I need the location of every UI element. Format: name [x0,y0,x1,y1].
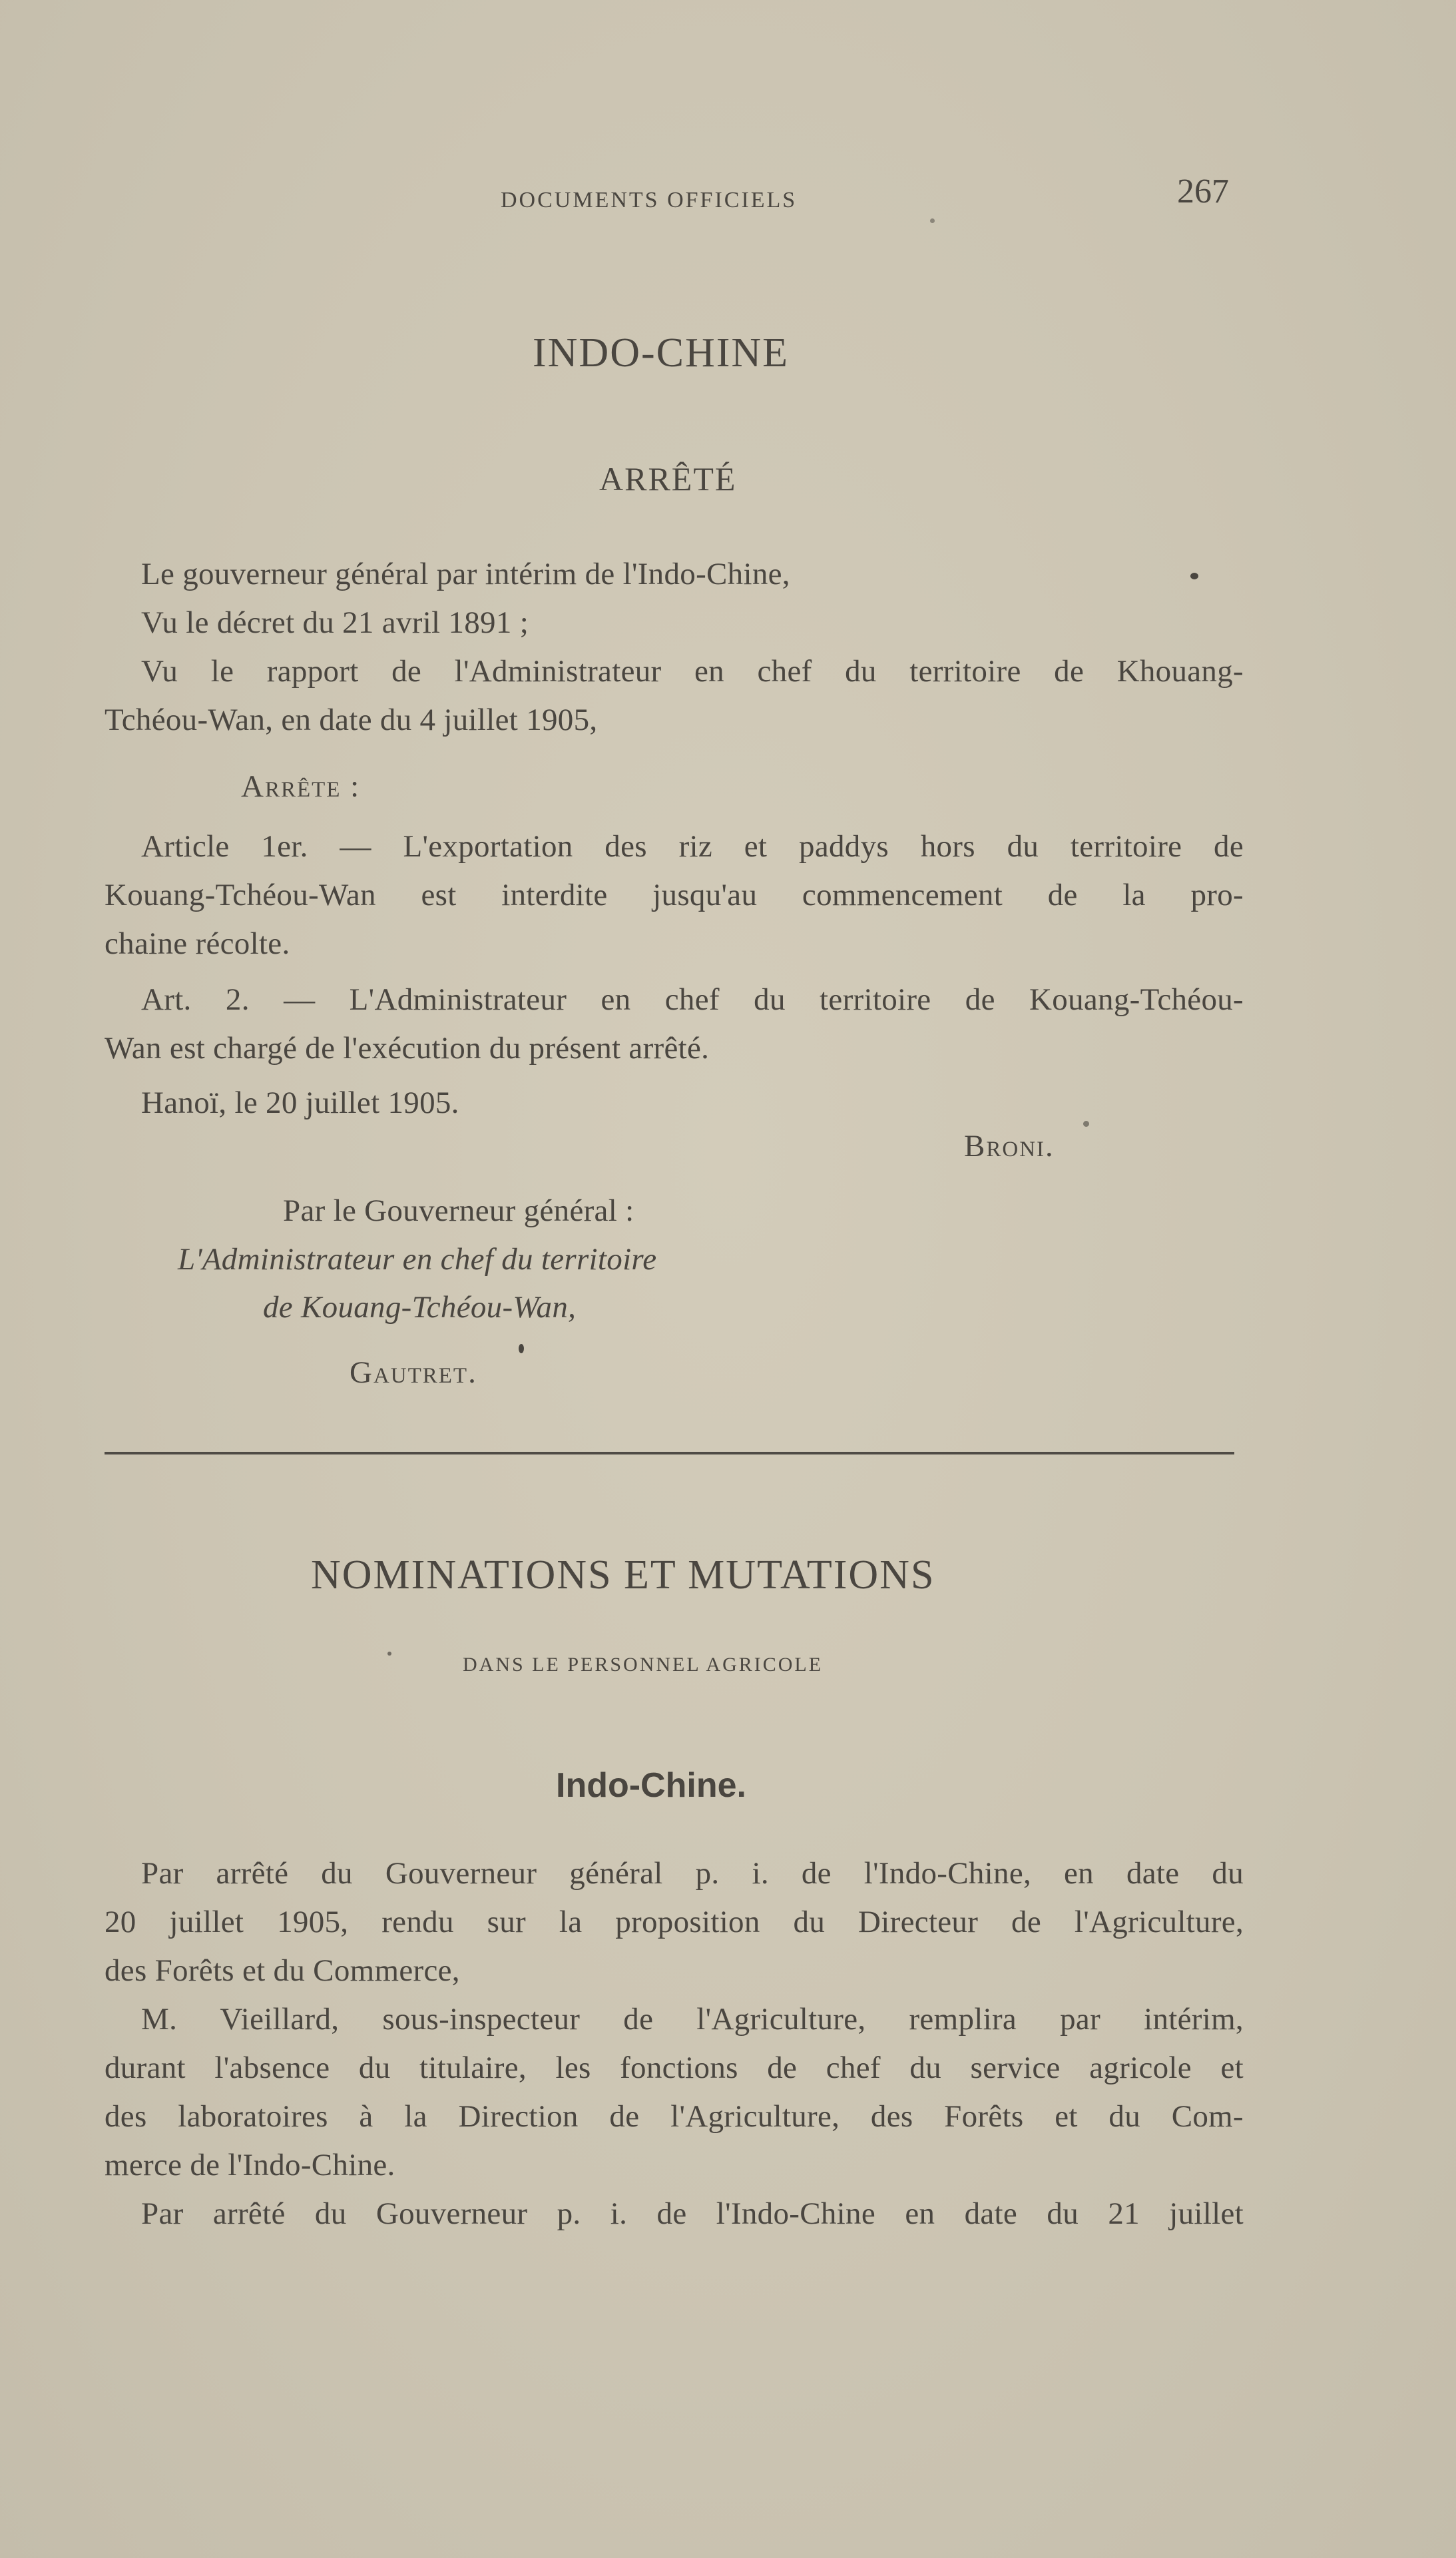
ink-speck [519,1344,524,1353]
counter-signature: Gautret. [350,1355,477,1390]
article-line: Article 1er. — L'exportation des riz et paddys hors du territoire de [141,829,1244,864]
body-line: M. Vieillard, sous-inspecteur de l'Agriculture, remplira par intérim, [141,2002,1244,2037]
body-line: des Forêts et du Commerce, [105,1953,460,1988]
article-line: Wan est chargé de l'exécution du présent arrêté. [105,1031,710,1066]
article-line: chaine récolte. [105,926,290,961]
preamble-line: Vu le décret du 21 avril 1891 ; [141,605,529,640]
preamble-line: Vu le rapport de l'Administrateur en chef du territoire de Khouang- [141,654,1244,689]
counter-sign-line: L'Administrateur en chef du territoire [178,1242,657,1277]
body-line: Par arrêté du Gouverneur p. i. de l'Indo-Chine en date du 21 juillet [141,2196,1244,2231]
running-title: DOCUMENTS OFFICIELS [501,188,798,212]
counter-sign-line: de Kouang-Tchéou-Wan, [263,1290,577,1325]
article-line: Art. 2. — L'Administrateur en chef du territoire de Kouang-Tchéou- [141,982,1244,1017]
body-line: 20 juillet 1905, rendu sur la proposition du Directeur de l'Agriculture, [105,1905,1244,1939]
region-heading: Indo-Chine. [556,1766,746,1805]
ink-speck [387,1652,391,1656]
article-line: Kouang-Tchéou-Wan est interdite jusqu'au commencement de la pro- [105,878,1244,912]
counter-sign-line: Par le Gouverneur général : [283,1193,634,1228]
page-number: 267 [1177,172,1229,210]
section-subtitle: DANS LE PERSONNEL AGRICOLE [463,1654,824,1676]
section-divider [105,1452,1234,1454]
body-line: des laboratoires à la Direction de l'Agriculture, des Forêts et du Com- [105,2099,1244,2134]
body-line: Par arrêté du Gouverneur général p. i. de l'Indo-Chine, en date du [141,1856,1244,1891]
arrete-heading: ARRÊTÉ [599,460,737,497]
preamble-line: Le gouverneur général par intérim de l'Indo-Chine, [141,557,790,591]
section-title-indochine: INDO-CHINE [533,330,790,376]
date-line: Hanoï, le 20 juillet 1905. [141,1086,459,1120]
ink-speck [1190,573,1198,579]
ink-speck [930,218,935,223]
body-line: merce de l'Indo-Chine. [105,2148,395,2182]
section-title-nominations: NOMINATIONS ET MUTATIONS [311,1552,935,1598]
preamble-line: Tchéou-Wan, en date du 4 juillet 1905, [105,703,598,737]
ink-speck [1083,1121,1089,1127]
body-line: durant l'absence du titulaire, les fonctions de chef du service agricole et [105,2051,1244,2085]
arrete-verb: Arrête : [241,769,361,804]
signature: Broni. [964,1129,1055,1163]
